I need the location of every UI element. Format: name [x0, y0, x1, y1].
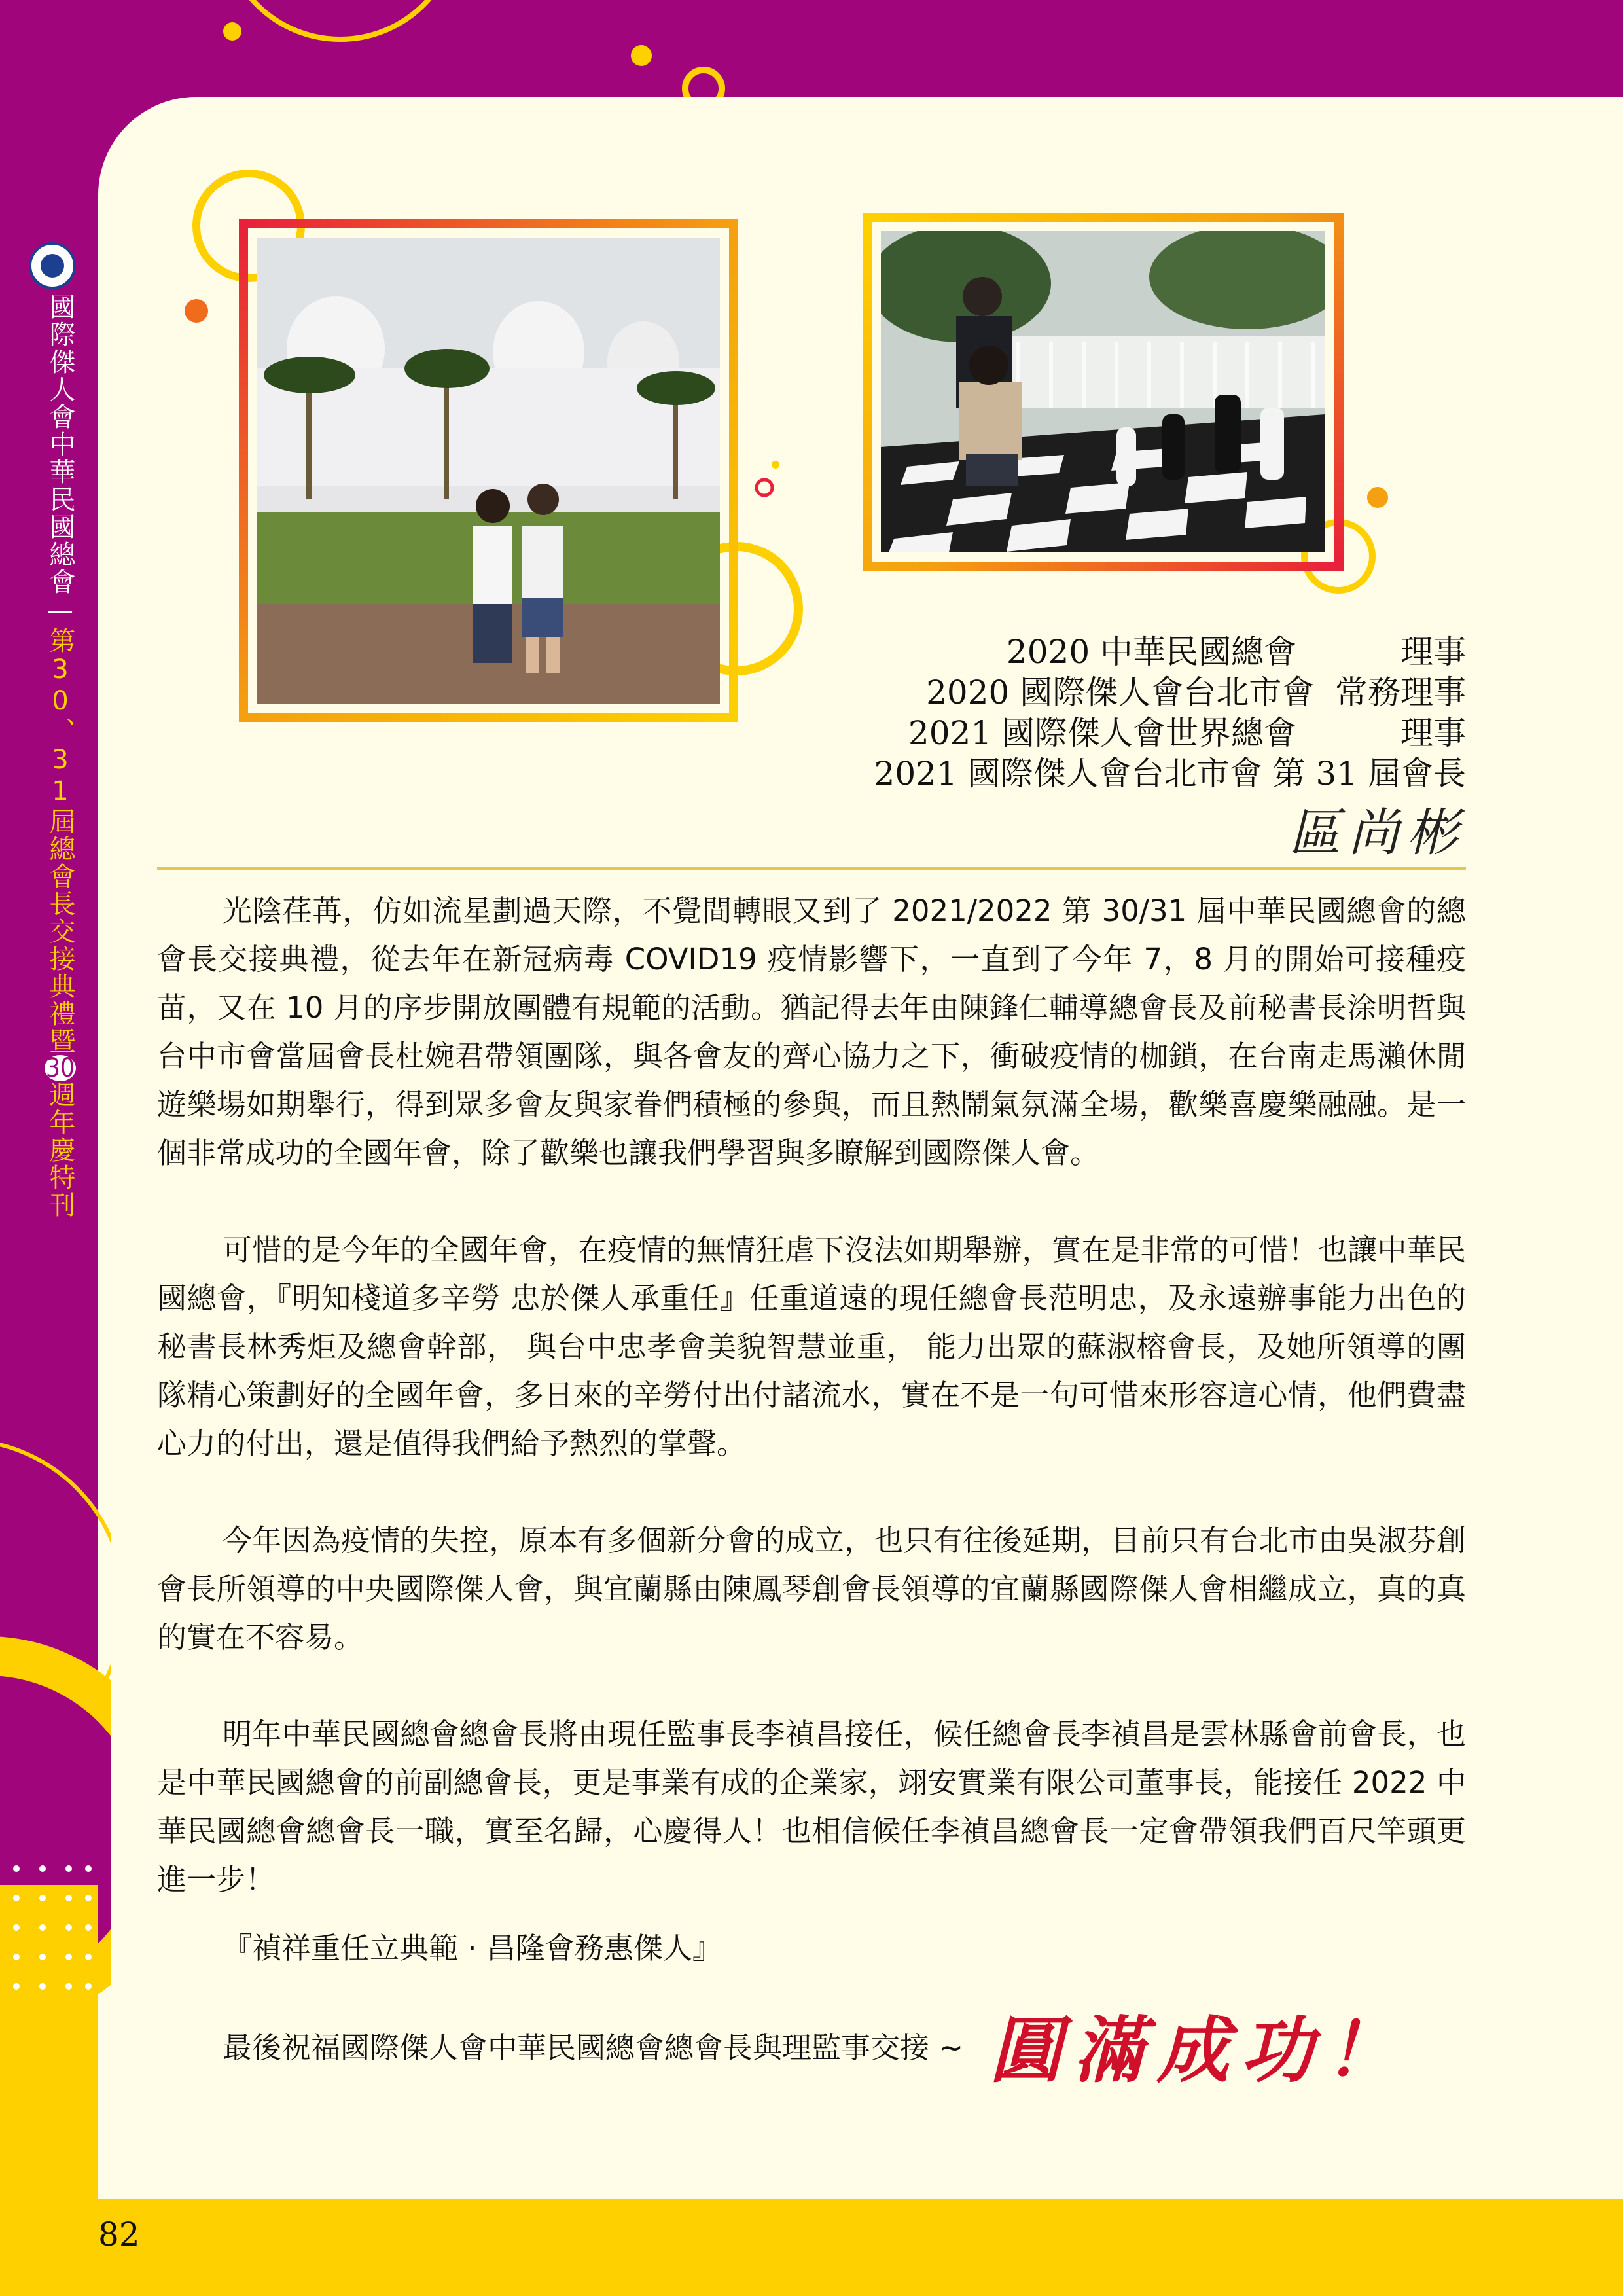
title-event: 第30、31屆總會長交接典禮暨: [45, 627, 75, 1055]
title-dash: —: [45, 596, 75, 627]
left-photo: [257, 238, 720, 704]
deco-dot-top: [631, 45, 652, 66]
title-line-4: 2021 國際傑人會台北市會 第 31 屆會長: [874, 755, 1466, 793]
paragraph-1: 光陰荏苒，仿如流星劃過天際，不覺間轉眼又到了 2021/2022 第 30/31 屆中華民國總會的總會長交接典禮，從去年在新冠病毒 COVID19 疫情影響下，一直到了今年 7，8 月的開始可接種疫苗，又在 10 月的序步開放團體有規範的活動。猶記得去年由陳鋒仁輔導總會長及前秘書長涂明哲與台中市會當屆會長杜婉君帶領團隊，與各會友的齊心協力之下，衝破疫情的枷鎖，在台南走馬瀨休閒遊樂場如期舉行，得到眾多會友與家眷們積極的參與，而且熱鬧氣氛滿全場，歡樂喜慶樂融融。是一個非常成功的全國年會，除了歡樂也讓我們學習與多瞭解到國際傑人會。: [157, 893, 1466, 1170]
bottom-band: [0, 2199, 1623, 2296]
right-photo: [881, 231, 1325, 552]
deco-dot-photo-left: [185, 299, 208, 323]
divider-line: [157, 867, 1466, 870]
article-body: [157, 887, 1466, 1952]
closing-wish: 圓滿成功！: [990, 2008, 1409, 2092]
title-special: 週年慶特刊: [45, 1081, 75, 1219]
deco-ring-top-large: [223, 0, 458, 39]
title-org: 國際傑人會中華民國總會: [45, 293, 75, 596]
blessing-text: 最後祝福國際傑人會中華民國總會總會長與理監事交接 ~: [223, 2030, 964, 2065]
title-line-1: 2020 中華民國總會 理事: [1006, 633, 1466, 671]
title-line-2: 2020 國際傑人會台北市會 常務理事: [926, 673, 1466, 711]
title-line-3: 2021 國際傑人會世界總會 理事: [908, 714, 1466, 752]
deco-dot-photo-small: [772, 461, 779, 469]
association-logo-icon: [29, 242, 76, 289]
paragraph-4: 明年中華民國總會總會長將由現任監事長李禎昌接任，候任總會長李禎昌是雲林縣會前會長，也是中華民國總會的前副總會長，更是事業有成的企業家，翊安實業有限公司董事長，能接任 2022 中華民國總會總會長一職，實至名歸，心慶得人！也相信候任李禎昌總會長一定會帶領我們百尺竿頭更進一步！: [157, 1717, 1466, 1897]
page-number: 82: [98, 2215, 140, 2253]
vertical-publication-title: [35, 293, 76, 1219]
decorative-dots: [7, 1859, 98, 2009]
deco-dot-top-left: [223, 22, 241, 41]
paragraph-2: 可惜的是今年的全國年會，在疫情的無情狂虐下沒法如期舉辦，實在是非常的可惜！也讓中華民國總會，『明知棧道多辛勞 忠於傑人承重任』任重道遠的現任總會長范明忠，及永遠辦事能力出色的秘書長林秀炬及總會幹部， 與台中忠孝會美貌智慧並重， 能力出眾的蘇淑榕會長，及她所領導的團隊精心策劃好的全國年會，多日來的辛勞付出付諸流水，實在不是一句可惜來形容這心情，他們費盡心力的付出，還是值得我們給予熱烈的掌聲。: [157, 1232, 1466, 1461]
motto: 『禎祥重任立典範 · 昌隆會務惠傑人』: [223, 1931, 722, 1965]
author-signature: 區尚彬: [1289, 804, 1466, 863]
paragraph-3: 今年因為疫情的失控，原本有多個新分會的成立，也只有往後延期，目前只有台北市由吳淑芬創會長所領導的中央國際傑人會，與宜蘭縣由陳鳳琴創會長領導的宜蘭縣國際傑人會相繼成立，真的真的實在不容易。: [157, 1523, 1466, 1655]
deco-dot-photo-right: [1367, 487, 1388, 508]
author-titles: [874, 632, 1466, 794]
blessing-row: [223, 1993, 1408, 2096]
deco-ring-photo-small: [757, 480, 772, 495]
anniversary-badge: 30: [46, 1055, 75, 1081]
